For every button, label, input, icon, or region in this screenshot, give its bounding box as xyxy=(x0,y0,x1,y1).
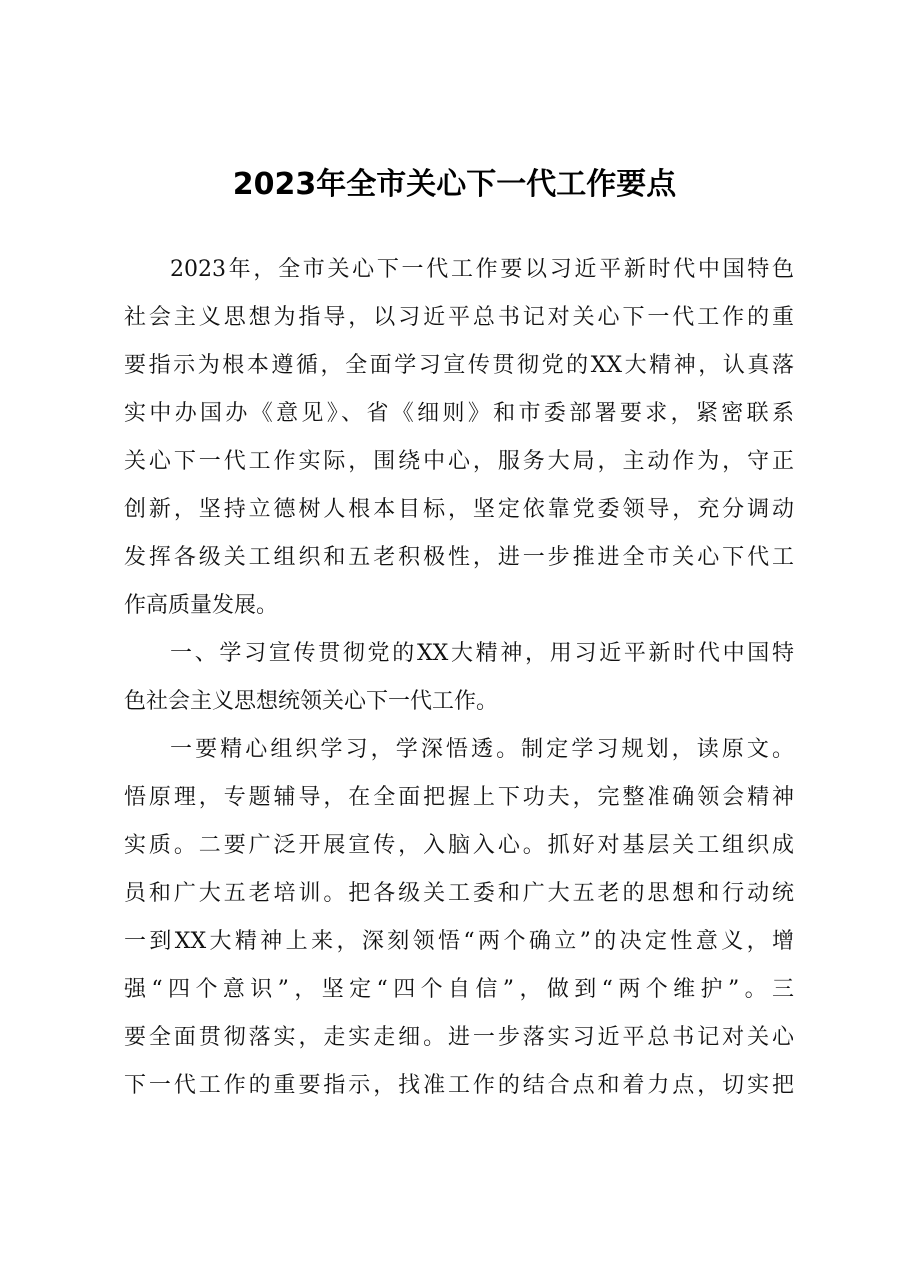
text-line: 色社会主义思想统领关心下一代工作。 xyxy=(124,689,499,714)
text-line: 2023年，全市关心下一代工作要以习近平新时代中国特色 xyxy=(170,257,794,282)
text-line: 要全面贯彻落实，走实走细。进一步落实习近平总书记对关心 xyxy=(124,1025,794,1050)
text-line: 社会主义思想为指导，以习近平总书记对关心下一代工作的重 xyxy=(124,305,794,330)
paragraph-study-measures xyxy=(124,726,794,1110)
text-line: 实中办国办《意见》、省《细则》和市委部署要求，紧密联系 xyxy=(124,401,794,426)
paragraph-section-heading xyxy=(124,630,794,726)
text-line: 一要精心组织学习，学深悟透。制定学习规划，读原文。 xyxy=(170,737,794,762)
text-line: 发挥各级关工组织和五老积极性，进一步推进全市关心下代工 xyxy=(124,545,794,570)
text-line: 要指示为根本遵循，全面学习宣传贯彻党的XX大精神，认真落 xyxy=(124,353,794,378)
text-line: 作高质量发展。 xyxy=(124,593,279,618)
text-line: 关心下一代工作实际，围绕中心，服务大局，主动作为，守正 xyxy=(124,449,794,474)
text-line: 悟原理，专题辅导，在全面把握上下功夫，完整准确领会精神 xyxy=(124,785,794,810)
document-body xyxy=(124,246,794,1110)
text-line: 强“四个意识”，坚定“四个自信”，做到“两个维护”。三 xyxy=(124,977,794,1002)
text-line: 创新，坚持立德树人根本目标，坚定依靠党委领导，充分调动 xyxy=(124,497,794,522)
paragraph-intro xyxy=(124,246,794,630)
text-line: 一到XX大精神上来，深刻领悟“两个确立”的决定性意义，增 xyxy=(124,929,794,954)
text-line: 下一代工作的重要指示，找准工作的结合点和着力点，切实把 xyxy=(124,1073,794,1098)
text-line: 实质。二要广泛开展宣传，入脑入心。抓好对基层关工组织成 xyxy=(124,833,794,858)
text-line: 员和广大五老培训。把各级关工委和广大五老的思想和行动统 xyxy=(124,881,794,906)
document-title: 2023年全市关心下一代工作要点 xyxy=(232,167,677,202)
text-line: 一、学习宣传贯彻党的XX大精神，用习近平新时代中国特 xyxy=(170,641,794,666)
